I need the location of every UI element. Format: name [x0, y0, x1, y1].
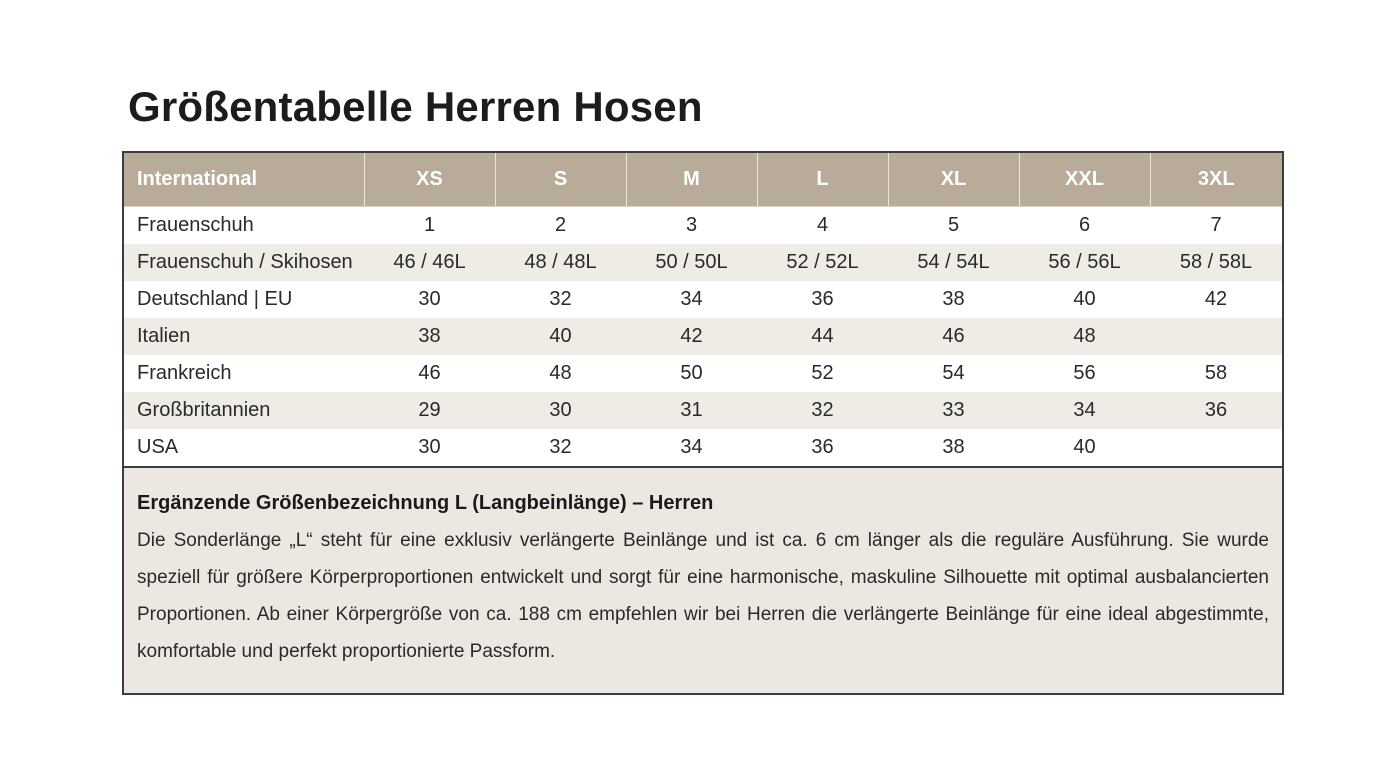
size-chart-frame: [122, 151, 1284, 695]
header-size: L: [757, 153, 888, 207]
table-cell: 2: [495, 207, 626, 245]
table-cell: 7: [1150, 207, 1282, 245]
row-label: Frankreich: [124, 355, 364, 392]
table-cell: 38: [888, 429, 1019, 467]
table-cell: 48 / 48L: [495, 244, 626, 281]
table-cell: 31: [626, 392, 757, 429]
table-cell: 56: [1019, 355, 1150, 392]
header-size: M: [626, 153, 757, 207]
table-cell: 3: [626, 207, 757, 245]
table-cell: 30: [364, 281, 495, 318]
header-row: [124, 153, 1282, 207]
table-cell: 46: [888, 318, 1019, 355]
table-cell: 32: [757, 392, 888, 429]
row-label: USA: [124, 429, 364, 467]
table-cell: 52 / 52L: [757, 244, 888, 281]
table-cell: 29: [364, 392, 495, 429]
table-row: [124, 318, 1282, 355]
table-cell: 58: [1150, 355, 1282, 392]
table-cell: 6: [1019, 207, 1150, 245]
table-row: [124, 207, 1282, 245]
note-heading: Ergänzende Größenbezeichnung L (Langbeinlänge) – Herren: [137, 492, 714, 514]
table-cell: 34: [1019, 392, 1150, 429]
table-cell: 40: [1019, 429, 1150, 467]
table-row: [124, 392, 1282, 429]
table-row: [124, 355, 1282, 392]
row-label: Frauenschuh / Skihosen: [124, 244, 364, 281]
table-cell: 48: [1019, 318, 1150, 355]
table-cell: 4: [757, 207, 888, 245]
header-size: S: [495, 153, 626, 207]
table-cell: 5: [888, 207, 1019, 245]
table-cell: 1: [364, 207, 495, 245]
table-cell: 36: [1150, 392, 1282, 429]
table-cell: 58 / 58L: [1150, 244, 1282, 281]
table-cell: 36: [757, 281, 888, 318]
table-cell: 56 / 56L: [1019, 244, 1150, 281]
row-label: Frauenschuh: [124, 207, 364, 245]
header-international: International: [124, 153, 364, 207]
row-label: Großbritannien: [124, 392, 364, 429]
table-body: [124, 207, 1282, 468]
row-label: Italien: [124, 318, 364, 355]
table-cell: [1150, 429, 1282, 467]
table-cell: 54 / 54L: [888, 244, 1019, 281]
header-size: XXL: [1019, 153, 1150, 207]
size-table: [124, 153, 1282, 468]
header-size: 3XL: [1150, 153, 1282, 207]
table-cell: 33: [888, 392, 1019, 429]
page-title: Größentabelle Herren Hosen: [128, 83, 703, 130]
table-cell: 36: [757, 429, 888, 467]
table-cell: 54: [888, 355, 1019, 392]
table-cell: 52: [757, 355, 888, 392]
table-cell: 46: [364, 355, 495, 392]
header-size: XS: [364, 153, 495, 207]
table-cell: 50: [626, 355, 757, 392]
table-cell: 34: [626, 429, 757, 467]
table-cell: 48: [495, 355, 626, 392]
table-cell: 30: [364, 429, 495, 467]
note-text: Die Sonderlänge „L“ steht für eine exklusiv verlängerte Beinlänge und ist ca. 6 cm länger als die reguläre Ausführung. Sie wurde speziell für größere Körperproportionen entwickelt und sorgt für eine harmonische, maskuline Silhouette mit optimal ausbalancierten Proportionen. Ab einer Körpergröße von ca. 188 cm empfehlen wir bei Herren die verlängerte Beinlänge für eine ideal abgestimmte, komfortable und perfekt proportionierte Passform.: [137, 530, 1269, 662]
table-cell: 38: [364, 318, 495, 355]
table-cell: 44: [757, 318, 888, 355]
table-cell: 34: [626, 281, 757, 318]
header-size: XL: [888, 153, 1019, 207]
table-cell: 32: [495, 281, 626, 318]
table-header: [124, 153, 1282, 207]
table-cell: 40: [1019, 281, 1150, 318]
row-label: Deutschland | EU: [124, 281, 364, 318]
table-cell: 40: [495, 318, 626, 355]
table-cell: 50 / 50L: [626, 244, 757, 281]
table-cell: 38: [888, 281, 1019, 318]
table-cell: 42: [626, 318, 757, 355]
table-row: [124, 281, 1282, 318]
table-cell: 46 / 46L: [364, 244, 495, 281]
table-cell: 30: [495, 392, 626, 429]
table-row: [124, 244, 1282, 281]
table-row: [124, 429, 1282, 467]
table-cell: 32: [495, 429, 626, 467]
table-cell: [1150, 318, 1282, 355]
note-section: [137, 485, 1269, 670]
table-cell: 42: [1150, 281, 1282, 318]
